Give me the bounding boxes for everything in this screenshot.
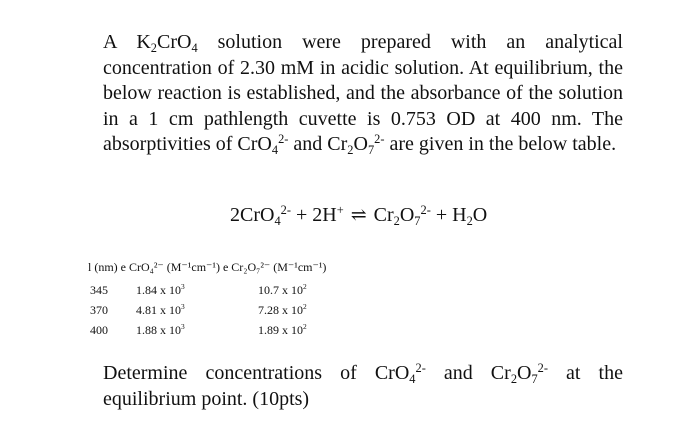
subscript: 4 [271, 142, 279, 157]
subscript: 2 [466, 213, 473, 228]
subscript: 4 [191, 40, 198, 55]
text: CrO [156, 31, 192, 53]
superscript: 2- [278, 132, 289, 147]
table-row [88, 300, 368, 320]
dichromate-absorptivity-cell: 7.28 x $10^2$ [258, 302, 307, 317]
subscript: 7 [531, 371, 538, 386]
text: solution were prepared with an analytical concentration of 2.30 mM in acidic solution. At equilibrium, the below reaction is established, and the absorbance of the solution in a 1 cm pathlength cuvette is 0.753 OD at 400 nm. The absorptivities of CrO [103, 31, 623, 155]
table-body [88, 280, 368, 340]
subscript: 4 [274, 213, 281, 228]
subscript: 2 [347, 142, 354, 157]
chromate-absorptivity-cell: 1.84 x $10^3$ [136, 282, 185, 297]
subscript: 4 [409, 371, 416, 386]
superscript: + [336, 203, 344, 218]
text: are given in the below table. [384, 133, 617, 155]
text: at the equilibrium point. (10pts) [103, 362, 623, 410]
text: + 2H [290, 204, 337, 226]
text: A K [103, 31, 151, 53]
text: O [472, 204, 488, 226]
reaction-equation [230, 204, 487, 227]
superscript: 2- [537, 361, 548, 376]
chromate-absorptivity-cell: 4.81 x $10^3$ [136, 302, 185, 317]
text: O [517, 362, 532, 384]
text: Cr [373, 204, 394, 226]
subscript: 2 [393, 213, 400, 228]
chromate-absorptivity-cell: 1.88 x $10^3$ [136, 322, 185, 337]
subscript: 2 [510, 371, 518, 386]
superscript: 2- [280, 203, 291, 218]
wavelength-cell: 345 [90, 282, 108, 297]
text: O [353, 133, 368, 155]
superscript: 2- [415, 361, 426, 376]
table-header: l (nm) e CrO₄²⁻ (M⁻¹cm⁻¹) e Cr₂O₇²⁻ (M⁻¹cm⁻¹) [88, 260, 327, 274]
text: 2CrO [230, 204, 275, 226]
text: and Cr [288, 133, 348, 155]
subscript: 7 [367, 142, 375, 157]
superscript: 2- [374, 132, 385, 147]
subscript: 2 [150, 40, 157, 55]
text: and Cr [425, 362, 511, 384]
text: + H [430, 204, 467, 226]
dichromate-absorptivity-cell: 10.7 x $10^2$ [258, 282, 307, 297]
superscript: 2- [420, 203, 431, 218]
table-row [88, 320, 368, 340]
subscript: 7 [414, 213, 421, 228]
question [103, 360, 623, 412]
wavelength-cell: 400 [90, 322, 108, 337]
text: Determine concentrations of CrO [103, 362, 410, 384]
problem-statement [103, 30, 623, 158]
table-row [88, 280, 368, 300]
text: O [399, 204, 415, 226]
wavelength-cell: 370 [90, 302, 108, 317]
equilibrium-arrow-icon: ⇌ [350, 205, 367, 226]
absorptivity-table [88, 280, 368, 340]
dichromate-absorptivity-cell: 1.89 x $10^2$ [258, 322, 307, 337]
